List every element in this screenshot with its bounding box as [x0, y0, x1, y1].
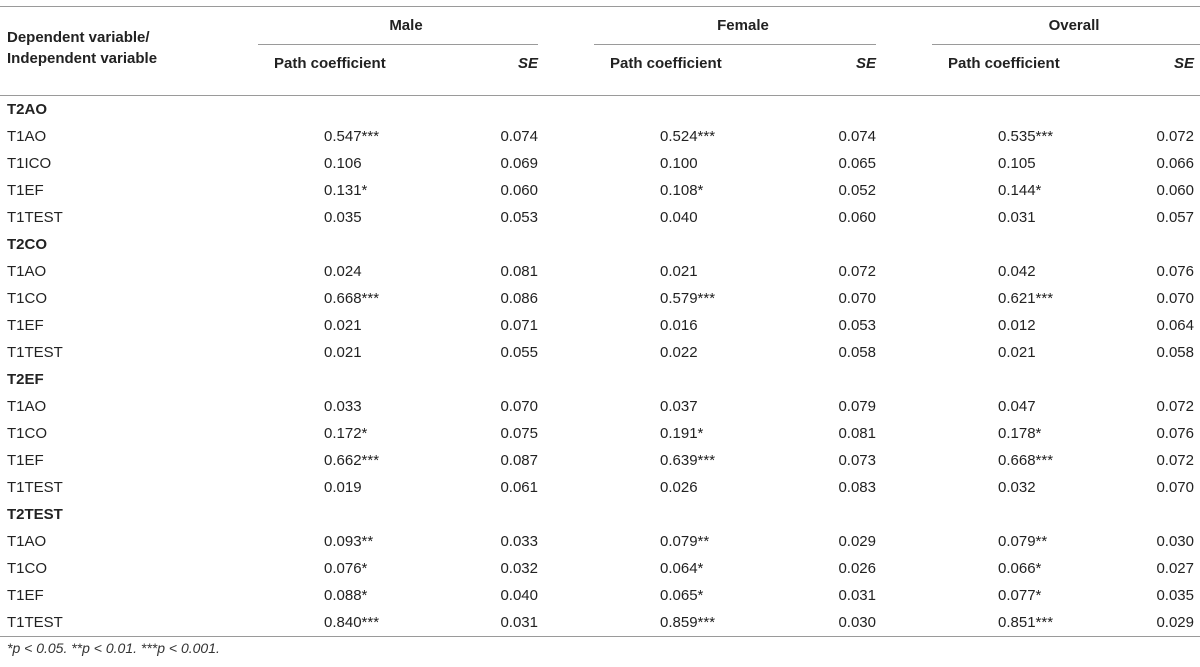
- column-gap: [538, 447, 594, 474]
- overall-standard-error: 0.072: [1156, 128, 1194, 145]
- female-path-coefficient: 0.026: [660, 479, 698, 496]
- column-gap: [538, 555, 594, 582]
- column-gap: [876, 609, 932, 637]
- header-row-groups: [0, 7, 1200, 45]
- column-spacer: [594, 204, 610, 231]
- female-path-coefficient: 0.191*: [660, 425, 704, 442]
- column-gap: [876, 555, 932, 582]
- overall-path-coefficient: 0.178*: [998, 425, 1042, 442]
- female-path-coefficient: 0.079**: [660, 533, 710, 550]
- column-spacer: [594, 393, 610, 420]
- male-path-coefficient: 0.021: [324, 344, 362, 361]
- female-path-coefficient: 0.021: [660, 263, 698, 280]
- column-gap: [538, 420, 594, 447]
- table-row: [0, 582, 1200, 609]
- overall-path-coefficient: 0.535***: [998, 128, 1054, 145]
- overall-path-coefficient: 0.047: [998, 398, 1036, 415]
- independent-variable: T1TEST: [7, 479, 63, 496]
- column-spacer: [932, 474, 948, 501]
- male-path-coefficient: 0.668***: [324, 290, 380, 307]
- male-standard-error: 0.033: [500, 533, 538, 550]
- table-footnote: *p < 0.05. **p < 0.01. ***p < 0.001.: [7, 640, 220, 656]
- overall-standard-error: 0.070: [1156, 479, 1194, 496]
- overall-path-coefficient: 0.031: [998, 209, 1036, 226]
- column-gap: [538, 582, 594, 609]
- column-spacer: [594, 555, 610, 582]
- column-spacer: [932, 555, 948, 582]
- overall-path-coefficient: 0.021: [998, 344, 1036, 361]
- male-path-coefficient: 0.840***: [274, 609, 454, 637]
- female-standard-error: 0.053: [838, 317, 876, 334]
- female-standard-error: 0.030: [790, 609, 876, 637]
- column-spacer: [594, 528, 610, 555]
- column-spacer: [594, 285, 610, 312]
- overall-standard-error: 0.029: [1128, 609, 1200, 637]
- dependent-variable: T2CO: [7, 236, 48, 253]
- male-standard-error: 0.070: [500, 398, 538, 415]
- column-spacer: [258, 177, 274, 204]
- column-gap: [876, 447, 932, 474]
- female-path-coefficient: 0.859***: [610, 609, 790, 637]
- overall-standard-error: 0.076: [1156, 263, 1194, 280]
- column-spacer: [258, 204, 274, 231]
- overall-path-coefficient: 0.621***: [998, 290, 1054, 307]
- female-coef-header: Path coefficient: [610, 54, 722, 72]
- column-gap: [876, 123, 932, 150]
- table-row: [0, 447, 1200, 474]
- dependent-row: [0, 231, 1200, 258]
- independent-variable: T1AO: [7, 398, 47, 415]
- female-standard-error: 0.029: [838, 533, 876, 550]
- stub-header-line2: Independent variable: [7, 49, 158, 67]
- overall-path-coefficient: 0.032: [998, 479, 1036, 496]
- male-path-coefficient: 0.035: [324, 209, 362, 226]
- male-path-coefficient: 0.076*: [324, 560, 368, 577]
- column-gap: [538, 150, 594, 177]
- male-path-coefficient: 0.021: [324, 317, 362, 334]
- female-standard-error: 0.058: [838, 344, 876, 361]
- overall-se-header: SE: [1173, 54, 1194, 72]
- overall-standard-error: 0.060: [1156, 182, 1194, 199]
- male-se-header: SE: [517, 54, 538, 72]
- column-gap: [538, 609, 594, 637]
- male-standard-error: 0.060: [500, 182, 538, 199]
- header-rule: [0, 81, 1200, 96]
- dependent-row: [0, 501, 1200, 528]
- female-standard-error: 0.026: [838, 560, 876, 577]
- table-row: [0, 150, 1200, 177]
- column-gap: [876, 258, 932, 285]
- female-standard-error: 0.065: [838, 155, 876, 172]
- overall-path-coefficient: 0.012: [998, 317, 1036, 334]
- column-gap: [538, 204, 594, 231]
- column-gap: [876, 312, 932, 339]
- male-path-coefficient: 0.093**: [324, 533, 374, 550]
- overall-standard-error: 0.035: [1156, 587, 1194, 604]
- male-path-coefficient: 0.033: [324, 398, 362, 415]
- overall-path-coefficient: 0.144*: [998, 182, 1042, 199]
- column-spacer: [258, 582, 274, 609]
- column-gap: [876, 393, 932, 420]
- column-spacer: [258, 474, 274, 501]
- independent-variable: T1TEST: [7, 209, 63, 226]
- table-row: [0, 258, 1200, 285]
- column-spacer: [932, 339, 948, 366]
- male-standard-error: 0.053: [500, 209, 538, 226]
- column-spacer: [258, 420, 274, 447]
- male-standard-error: 0.069: [500, 155, 538, 172]
- column-spacer: [258, 339, 274, 366]
- female-se-header: SE: [855, 54, 876, 72]
- female-path-coefficient: 0.037: [660, 398, 698, 415]
- female-path-coefficient: 0.100: [660, 155, 698, 172]
- column-spacer: [932, 204, 948, 231]
- independent-variable: T1EF: [7, 587, 44, 604]
- male-path-coefficient: 0.019: [324, 479, 362, 496]
- column-spacer: [594, 258, 610, 285]
- independent-variable: T1CO: [7, 560, 48, 577]
- independent-variable: T1EF: [7, 182, 44, 199]
- overall-standard-error: 0.072: [1156, 398, 1194, 415]
- male-standard-error: 0.032: [500, 560, 538, 577]
- column-spacer: [932, 447, 948, 474]
- column-spacer: [258, 393, 274, 420]
- overall-standard-error: 0.076: [1156, 425, 1194, 442]
- male-coef-header: Path coefficient: [274, 54, 386, 72]
- table-row: [0, 177, 1200, 204]
- table-body: [0, 96, 1200, 637]
- dependent-row: [0, 366, 1200, 393]
- column-gap: [538, 474, 594, 501]
- table-row: [0, 393, 1200, 420]
- dependent-variable: T2TEST: [7, 506, 63, 523]
- independent-variable: T1TEST: [0, 609, 258, 637]
- male-standard-error: 0.031: [454, 609, 538, 637]
- overall-standard-error: 0.066: [1156, 155, 1194, 172]
- column-spacer: [932, 123, 948, 150]
- overall-path-coefficient: 0.851***: [948, 609, 1128, 637]
- male-standard-error: 0.071: [500, 317, 538, 334]
- table-row: [0, 528, 1200, 555]
- overall-standard-error: 0.027: [1156, 560, 1194, 577]
- overall-path-coefficient: 0.105: [998, 155, 1036, 172]
- female-path-coefficient: 0.065*: [660, 587, 704, 604]
- column-spacer: [932, 609, 948, 637]
- column-gap: [538, 393, 594, 420]
- column-gap: [538, 339, 594, 366]
- overall-path-coefficient: 0.668***: [998, 452, 1054, 469]
- female-standard-error: 0.031: [838, 587, 876, 604]
- independent-variable: T1CO: [7, 425, 48, 442]
- male-standard-error: 0.075: [500, 425, 538, 442]
- column-gap: [538, 528, 594, 555]
- overall-standard-error: 0.058: [1156, 344, 1194, 361]
- overall-standard-error: 0.072: [1156, 452, 1194, 469]
- overall-path-coefficient: 0.042: [998, 263, 1036, 280]
- group-male: Male: [258, 7, 538, 45]
- independent-variable: T1AO: [7, 533, 47, 550]
- group-overall: Overall: [932, 7, 1200, 45]
- column-gap: [876, 474, 932, 501]
- column-gap: [538, 123, 594, 150]
- group-female: Female: [594, 7, 876, 45]
- column-gap: [876, 420, 932, 447]
- female-path-coefficient: 0.524***: [660, 128, 716, 145]
- column-spacer: [258, 150, 274, 177]
- column-spacer: [594, 609, 610, 637]
- column-gap: [876, 177, 932, 204]
- female-path-coefficient: 0.040: [660, 209, 698, 226]
- overall-path-coefficient: 0.079**: [998, 533, 1048, 550]
- independent-variable: T1EF: [7, 452, 44, 469]
- column-spacer: [594, 582, 610, 609]
- independent-variable: T1ICO: [7, 155, 52, 172]
- column-spacer: [932, 177, 948, 204]
- column-spacer: [258, 528, 274, 555]
- column-spacer: [932, 528, 948, 555]
- female-standard-error: 0.083: [838, 479, 876, 496]
- column-gap: [876, 204, 932, 231]
- column-spacer: [594, 474, 610, 501]
- column-gap: [538, 312, 594, 339]
- male-standard-error: 0.086: [500, 290, 538, 307]
- column-spacer: [932, 285, 948, 312]
- female-path-coefficient: 0.579***: [660, 290, 716, 307]
- female-path-coefficient: 0.022: [660, 344, 698, 361]
- column-spacer: [932, 258, 948, 285]
- column-gap: [538, 258, 594, 285]
- female-standard-error: 0.070: [838, 290, 876, 307]
- dependent-variable: T2AO: [7, 101, 48, 118]
- male-path-coefficient: 0.088*: [324, 587, 368, 604]
- column-spacer: [932, 150, 948, 177]
- column-gap: [538, 285, 594, 312]
- female-standard-error: 0.079: [838, 398, 876, 415]
- column-gap: [876, 150, 932, 177]
- overall-path-coefficient: 0.077*: [998, 587, 1042, 604]
- column-gap: [876, 582, 932, 609]
- female-path-coefficient: 0.108*: [660, 182, 704, 199]
- male-path-coefficient: 0.172*: [324, 425, 368, 442]
- female-standard-error: 0.073: [838, 452, 876, 469]
- independent-variable: T1TEST: [7, 344, 63, 361]
- male-standard-error: 0.061: [500, 479, 538, 496]
- male-standard-error: 0.081: [500, 263, 538, 280]
- female-path-coefficient: 0.064*: [660, 560, 704, 577]
- column-gap: [538, 177, 594, 204]
- column-spacer: [932, 420, 948, 447]
- male-path-coefficient: 0.024: [324, 263, 362, 280]
- table-row: [0, 339, 1200, 366]
- table-row: [0, 474, 1200, 501]
- column-spacer: [594, 177, 610, 204]
- male-standard-error: 0.040: [500, 587, 538, 604]
- column-spacer: [258, 609, 274, 637]
- table-row: [0, 123, 1200, 150]
- column-spacer: [932, 582, 948, 609]
- column-spacer: [258, 123, 274, 150]
- column-spacer: [932, 393, 948, 420]
- female-path-coefficient: 0.016: [660, 317, 698, 334]
- overall-coef-header: Path coefficient: [948, 54, 1060, 72]
- stub-header: [0, 7, 258, 82]
- female-standard-error: 0.052: [838, 182, 876, 199]
- column-spacer: [594, 150, 610, 177]
- independent-variable: T1AO: [7, 128, 47, 145]
- male-path-coefficient: 0.662***: [324, 452, 380, 469]
- female-standard-error: 0.074: [838, 128, 876, 145]
- column-spacer: [594, 420, 610, 447]
- column-spacer: [258, 555, 274, 582]
- female-standard-error: 0.072: [838, 263, 876, 280]
- male-standard-error: 0.055: [500, 344, 538, 361]
- column-spacer: [932, 312, 948, 339]
- male-standard-error: 0.087: [500, 452, 538, 469]
- column-spacer: [594, 339, 610, 366]
- dependent-row: [0, 96, 1200, 124]
- table-row: [0, 420, 1200, 447]
- column-spacer: [258, 312, 274, 339]
- table-row: [0, 555, 1200, 582]
- column-spacer: [594, 123, 610, 150]
- overall-standard-error: 0.064: [1156, 317, 1194, 334]
- overall-standard-error: 0.057: [1156, 209, 1194, 226]
- dependent-variable: T2EF: [7, 371, 44, 388]
- column-spacer: [258, 285, 274, 312]
- column-gap: [876, 339, 932, 366]
- female-path-coefficient: 0.639***: [660, 452, 716, 469]
- column-spacer: [594, 447, 610, 474]
- table-row: [0, 609, 1200, 637]
- female-standard-error: 0.081: [838, 425, 876, 442]
- stub-header-line1: Dependent variable/: [7, 28, 150, 46]
- table-row: [0, 204, 1200, 231]
- male-path-coefficient: 0.547***: [324, 128, 380, 145]
- overall-standard-error: 0.030: [1156, 533, 1194, 550]
- male-path-coefficient: 0.131*: [324, 182, 368, 199]
- table-row: [0, 312, 1200, 339]
- column-spacer: [258, 258, 274, 285]
- overall-standard-error: 0.070: [1156, 290, 1194, 307]
- male-standard-error: 0.074: [500, 128, 538, 145]
- male-path-coefficient: 0.106: [324, 155, 362, 172]
- female-standard-error: 0.060: [838, 209, 876, 226]
- table-row: [0, 285, 1200, 312]
- column-spacer: [258, 447, 274, 474]
- independent-variable: T1EF: [7, 317, 44, 334]
- independent-variable: T1AO: [7, 263, 47, 280]
- column-gap: [876, 528, 932, 555]
- overall-path-coefficient: 0.066*: [998, 560, 1042, 577]
- independent-variable: T1CO: [7, 290, 48, 307]
- column-gap: [876, 285, 932, 312]
- column-spacer: [594, 312, 610, 339]
